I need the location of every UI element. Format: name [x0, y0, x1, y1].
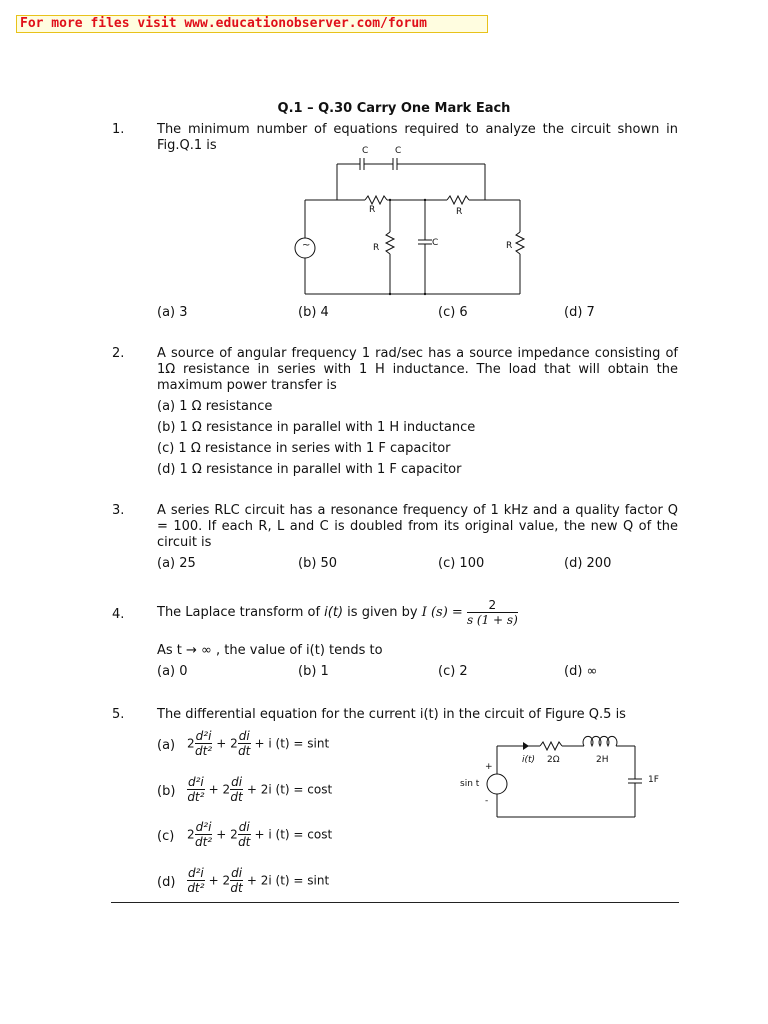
q2-option-d: (d) 1 Ω resistance in parallel with 1 F capacitor — [157, 462, 462, 477]
q4-denominator: s (1 + s) — [466, 613, 518, 627]
q5-label-capacitor: 1F — [648, 775, 659, 785]
q4-option-b: (b) 1 — [298, 664, 329, 679]
q1-option-b: (b) 4 — [298, 305, 329, 320]
q5-label-source: sin t — [460, 779, 480, 789]
q1-label-c1: C — [362, 146, 369, 156]
q5-equation-d: $\frac{\text{d²i}}{\text{dt²}}$ + 2 $\frac{di}{dt}$ + 2i (t) = sint — [187, 866, 330, 895]
q4-fraction — [467, 598, 518, 627]
q4-numerator: 2 — [467, 598, 518, 613]
q3-option-c: (c) 100 — [438, 556, 485, 571]
q4-option-c: (c) 2 — [438, 664, 468, 679]
q4-stem-func: i(t) — [324, 605, 344, 620]
q3-number: 3. — [112, 503, 125, 518]
q5-option-d-letter: (d) — [157, 875, 176, 890]
q1-label-r1: R — [369, 205, 376, 215]
q1-label-r2: R — [456, 207, 463, 217]
q4-number: 4. — [112, 607, 125, 622]
q4-stem-prefix: The Laplace transform of — [157, 605, 321, 620]
q1-option-c: (c) 6 — [438, 305, 468, 320]
q5-option-a-letter: (a) — [157, 738, 176, 753]
q3-option-d: (d) 200 — [564, 556, 612, 571]
q3-stem: A series RLC circuit has a resonance frequency of 1 kHz and a quality factor Q = 100. If each R, L and C is doubled from its original value, the new Q of the circuit is — [157, 503, 678, 550]
q2-option-a: (a) 1 Ω resistance — [157, 399, 273, 414]
q5-label-current: i(t) — [522, 755, 536, 765]
q1-number: 1. — [112, 122, 125, 137]
q5-option-b-letter: (b) — [157, 784, 176, 799]
q5-circuit-diagram — [480, 735, 650, 825]
q4-line2: As t → ∞ , the value of i(t) tends to — [157, 643, 383, 658]
q4-Is: I (s) = — [421, 605, 463, 620]
section-heading: Q.1 – Q.30 Carry One Mark Each — [277, 101, 511, 116]
q4-option-d: (d) ∞ — [564, 664, 598, 679]
q5-number: 5. — [112, 707, 125, 722]
q1-source-symbol: ~ — [302, 240, 311, 251]
q5-stem: The differential equation for the current i(t) in the circuit of Figure Q.5 is — [157, 707, 626, 722]
q5-option-c-letter: (c) — [157, 829, 175, 844]
source-banner[interactable]: For more files visit www.educationobserver.com/forum — [16, 15, 488, 33]
q2-number: 2. — [112, 346, 125, 361]
q1-label-c3: C — [432, 238, 439, 248]
q1-label-r3: R — [373, 243, 380, 253]
q5-label-plus: + — [485, 762, 493, 772]
q5-equation-a: 2 $\frac{\text{d²i}}{\text{dt²}}$ + 2 $\frac{di}{dt}$ + i (t) = sint — [187, 729, 330, 758]
q1-label-c2: C — [395, 146, 402, 156]
q3-option-b: (b) 50 — [298, 556, 338, 571]
page-bottom-rule — [111, 902, 679, 903]
q2-stem: A source of angular frequency 1 rad/sec has a source impedance consisting of 1Ω resistance in series with 1 H inductance. The load that will obtain the maximum power transfer is — [157, 346, 678, 393]
q1-circuit-diagram — [285, 140, 535, 300]
q4-stem-mid: is given by — [347, 605, 418, 620]
q5-label-inductor: 2H — [596, 755, 609, 765]
q4-stem — [157, 598, 518, 627]
q2-option-c: (c) 1 Ω resistance in series with 1 F capacitor — [157, 441, 451, 456]
q5-equation-b: $\frac{\text{d²i}}{\text{dt²}}$ + 2 $\frac{di}{dt}$ + 2i (t) = cost — [187, 775, 333, 804]
q5-label-minus: - — [485, 796, 489, 806]
q4-option-a: (a) 0 — [157, 664, 188, 679]
q3-option-a: (a) 25 — [157, 556, 196, 571]
q1-stem: The minimum number of equations required to analyze the circuit shown in Fig.Q.1 is — [157, 122, 678, 153]
q5-equation-c: 2 $\frac{\text{d²i}}{\text{dt²}}$ + 2 $\frac{di}{dt}$ + i (t) = cost — [187, 820, 333, 849]
q5-label-resistor: 2Ω — [547, 755, 560, 765]
q1-option-d: (d) 7 — [564, 305, 595, 320]
q1-option-a: (a) 3 — [157, 305, 188, 320]
q2-option-b: (b) 1 Ω resistance in parallel with 1 H inductance — [157, 420, 476, 435]
q1-label-r4: R — [506, 241, 513, 251]
